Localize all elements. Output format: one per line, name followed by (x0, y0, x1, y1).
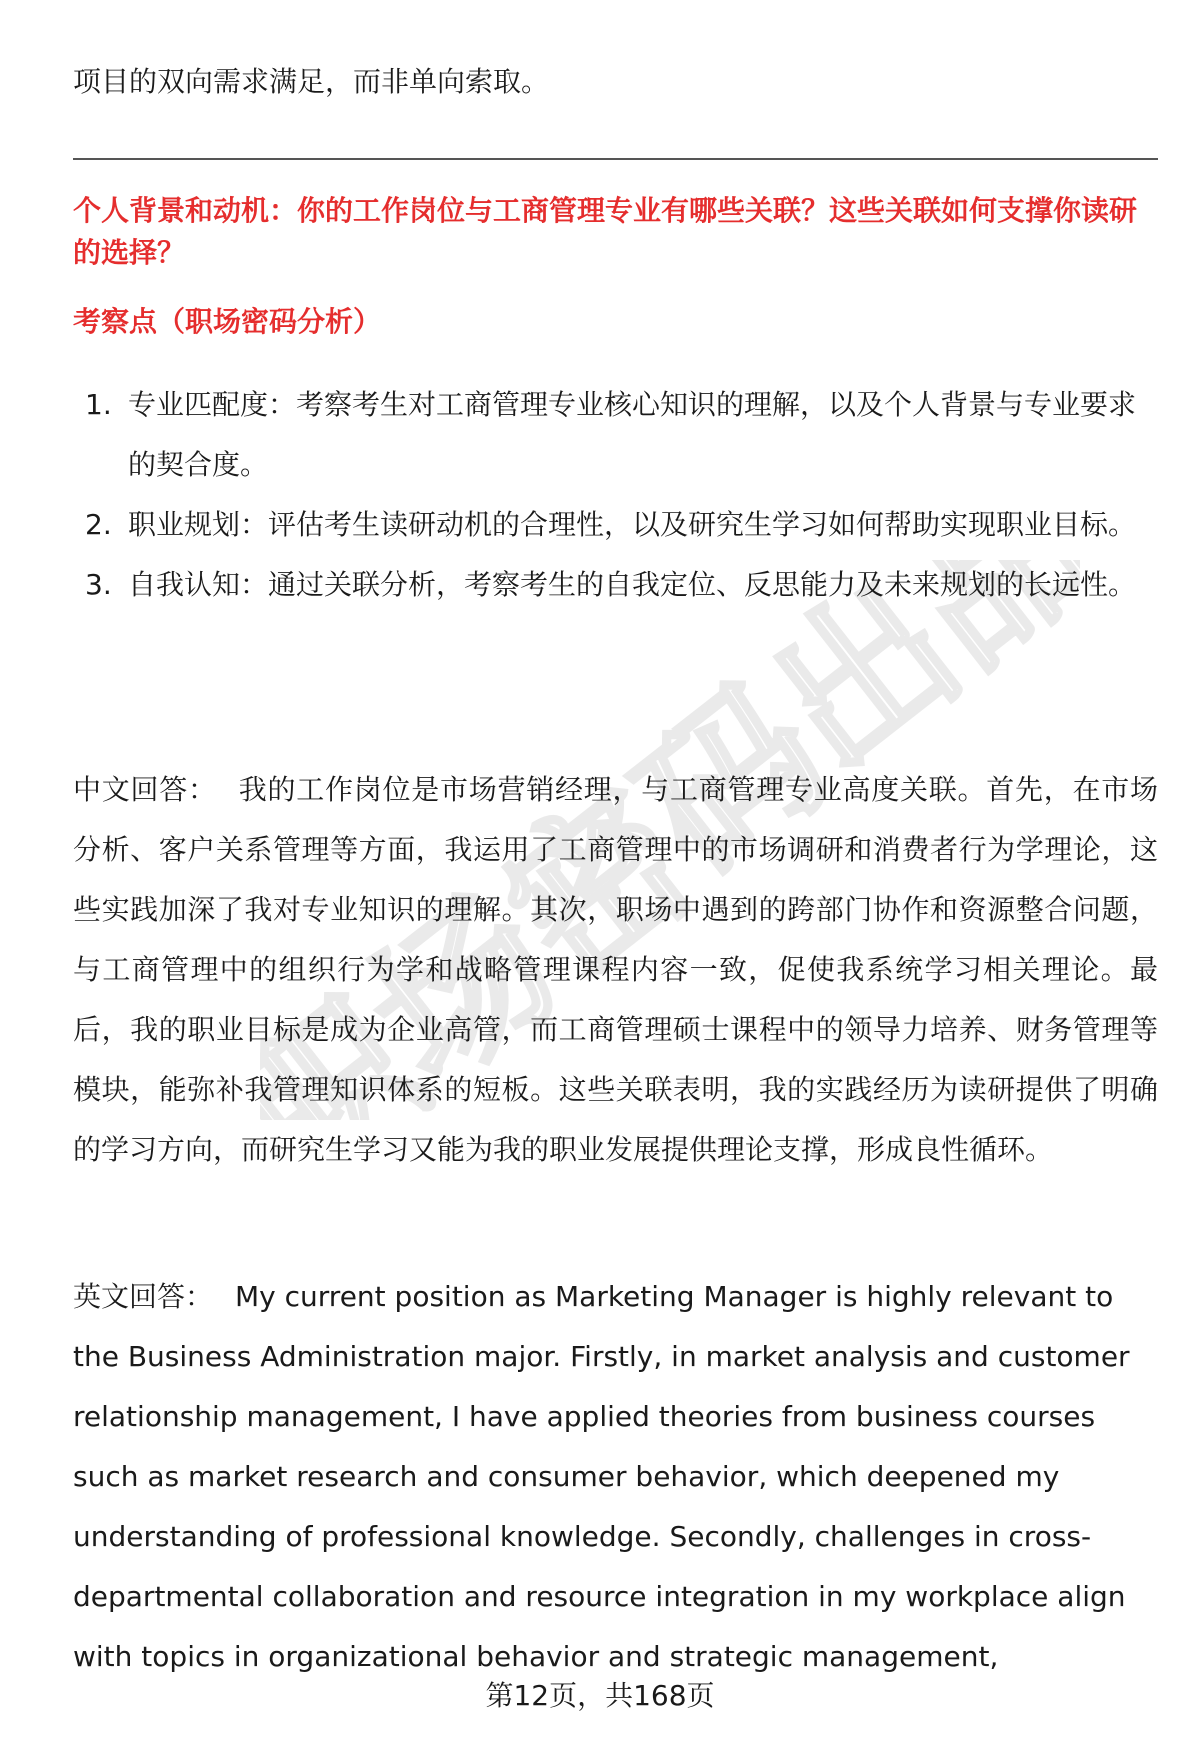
exam-points-list (73, 375, 1158, 615)
watermark-text: 职场密码出品 (260, 560, 1080, 1120)
list-item-text: 专业匹配度：考察考生对工商管理专业核心知识的理解，以及个人背景与专业要求的契合度。 (128, 388, 1137, 481)
list-item-number: 2. (85, 508, 112, 541)
list-item-text: 自我认知：通过关联分析，考察考生的自我定位、反思能力及未来规划的长远性。 (128, 568, 1137, 601)
exam-points-title: 考察点（职场密码分析） (73, 305, 382, 338)
english-answer (73, 1267, 1158, 1687)
list-item-number: 3. (85, 568, 112, 601)
section-divider (73, 158, 1158, 160)
chinese-answer-label: 中文回答： (73, 773, 217, 806)
list-item (73, 375, 1158, 495)
question-heading: 个人背景和动机：你的工作岗位与工商管理专业有哪些关联？这些关联如何支撑你读研的选择？ (73, 194, 1138, 269)
list-item (73, 555, 1158, 615)
intro-paragraph (73, 52, 1158, 112)
chinese-answer-text: 我的工作岗位是市场营销经理，与工商管理专业高度关联。首先，在市场分析、客户关系管理等方面，我运用了工商管理中的市场调研和消费者行为学理论，这些实践加深了我对专业知识的理解。其次，职场中遇到的跨部门协作和资源整合问题，与工商管理中的组织行为学和战略管理课程内容一致，促使我系统学习相关理论。最后，我的职业目标是成为企业高管，而工商管理硕士课程中的领导力培养、财务管理等模块，能弥补我管理知识体系的短板。这些关联表明，我的实践经历为读研提供了明确的学习方向，而研究生学习又能为我的职业发展提供理论支撑，形成良性循环。 (73, 773, 1158, 1166)
english-answer-text: My current position as Marketing Manager is highly relevant to the Business Administration major. Firstly, in market analysis and customer relationship management, I have applied theories from business courses such as market research and consumer behavior, which deepened my understanding of professional knowledge. Secondly, challenges in cross-departmental collaboration and resource integration in my workplace align with topics in organizational behavior and strategic management, (73, 1280, 1130, 1673)
list-item-number: 1. (85, 388, 112, 421)
page-number: 第12页，共168页 (485, 1679, 715, 1712)
list-item-text: 职业规划：评估考生读研动机的合理性，以及研究生学习如何帮助实现职业目标。 (128, 508, 1137, 541)
english-answer-label: 英文回答： (73, 1280, 214, 1313)
chinese-answer (73, 760, 1158, 1180)
intro-text: 项目的双向需求满足，而非单向索取。 (73, 65, 550, 98)
list-item (73, 495, 1158, 555)
